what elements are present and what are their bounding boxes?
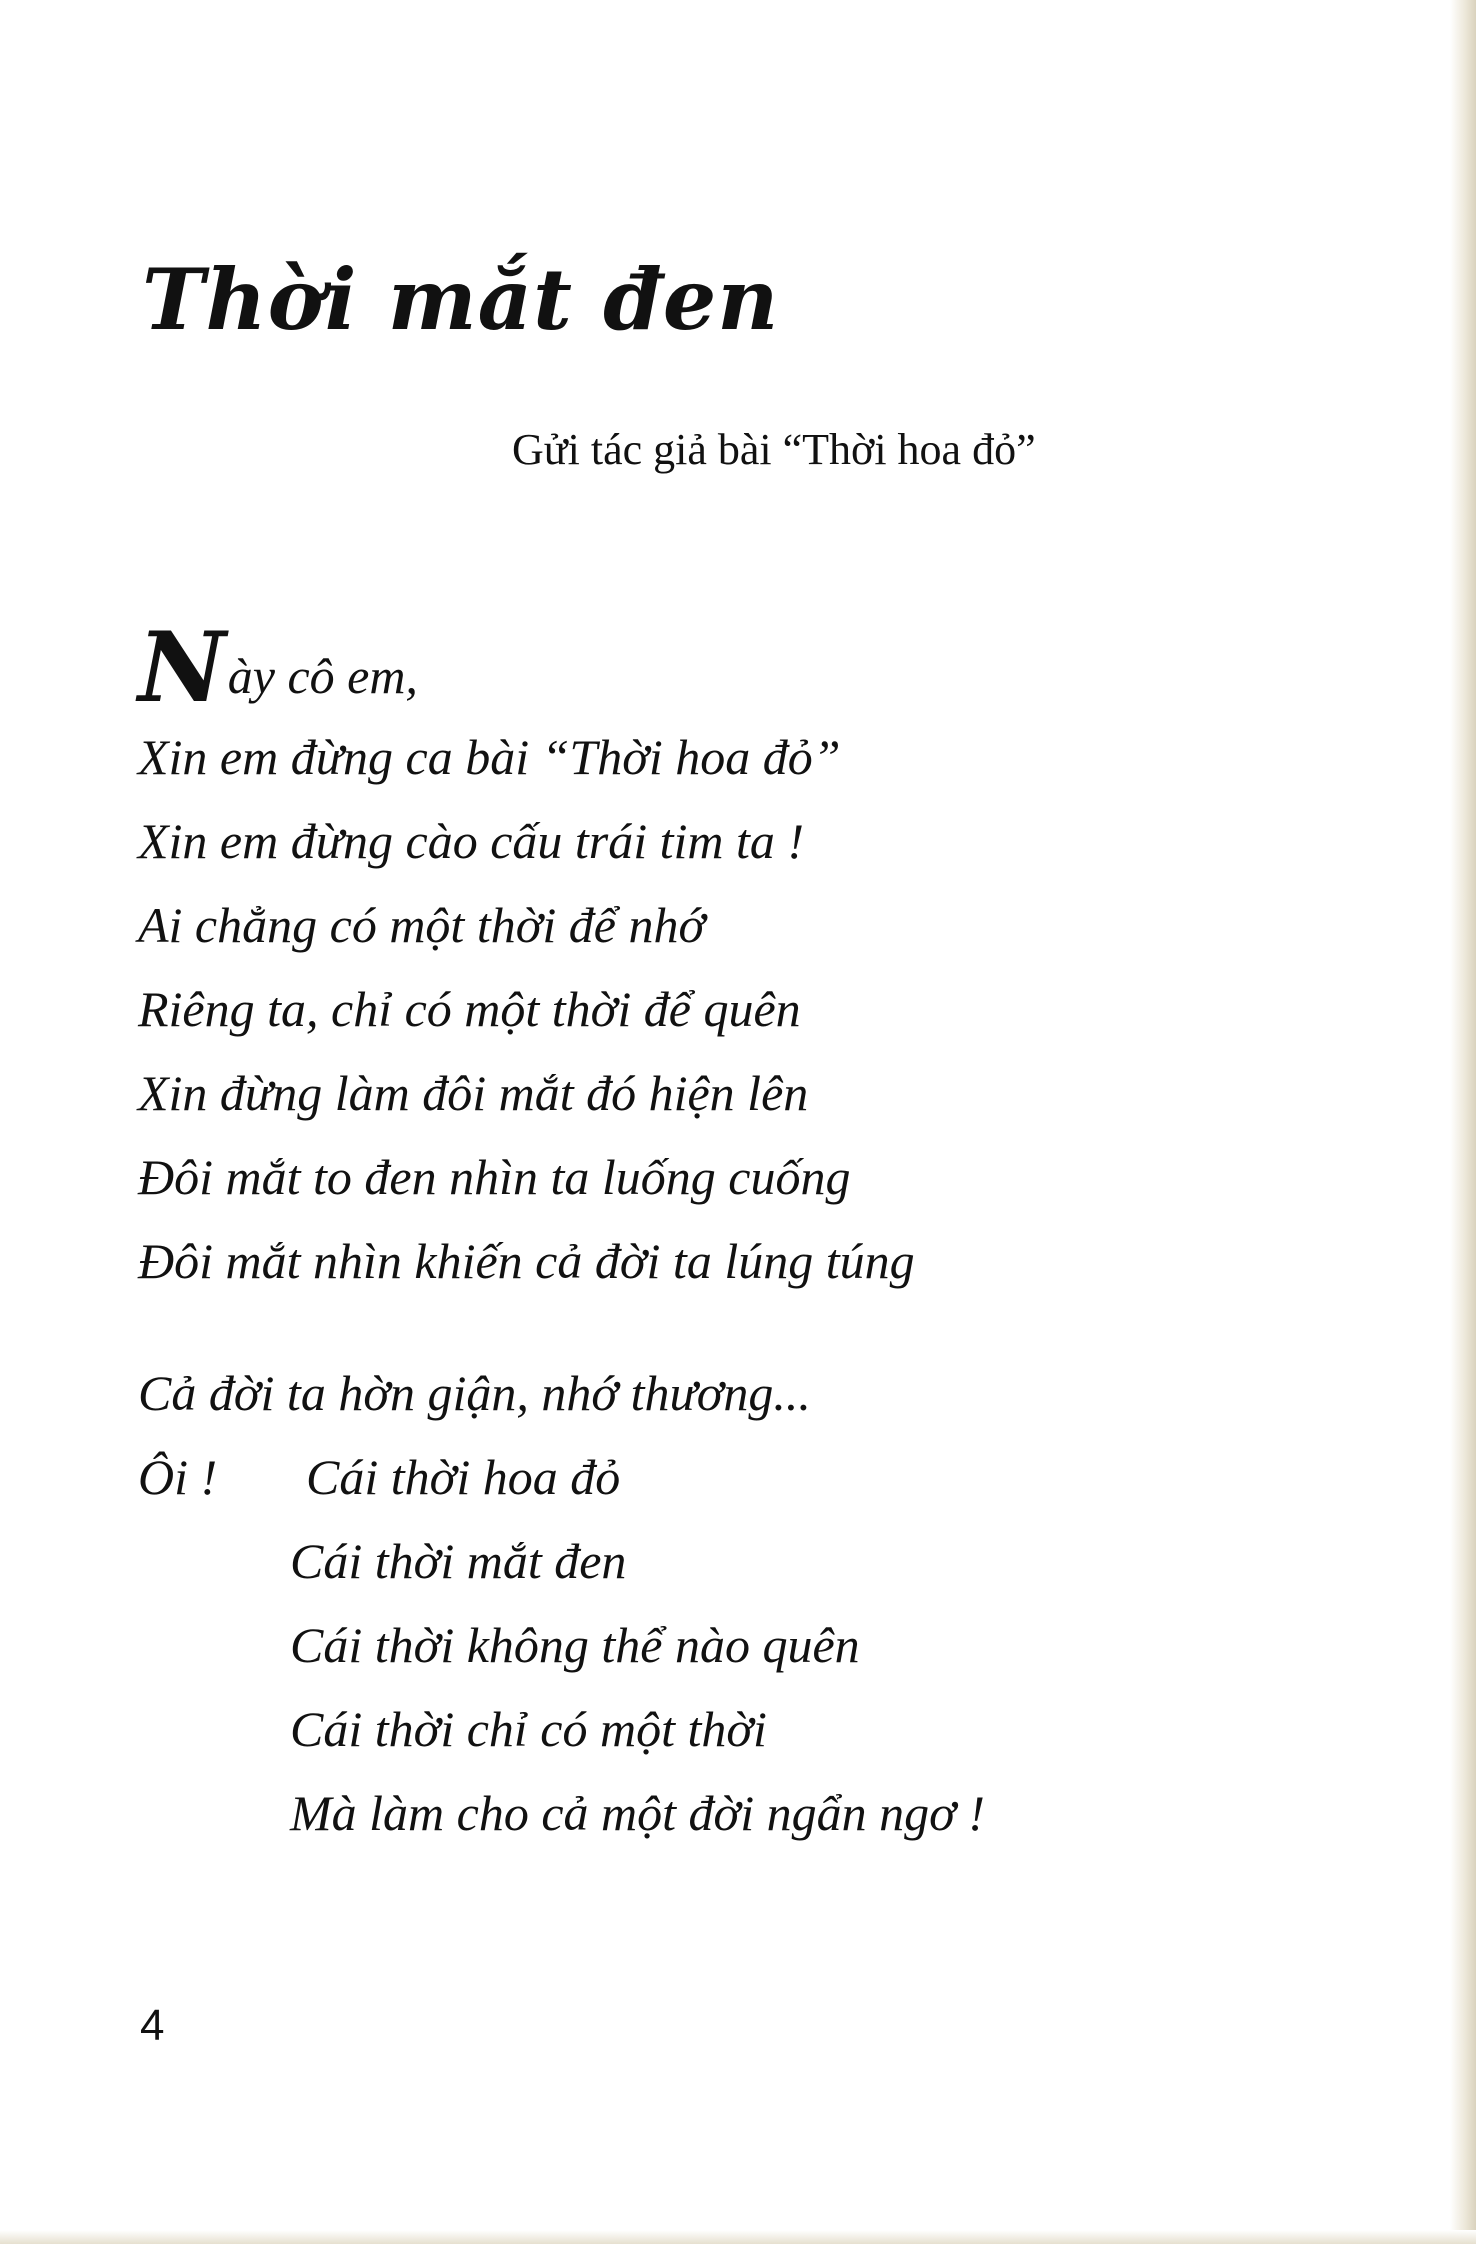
- poem-line: Cái thời chỉ có một thời: [290, 1701, 767, 1757]
- page-number: 4: [140, 2001, 165, 2050]
- dedication-line: Gửi tác giả bài “Thời hoa đỏ”: [512, 425, 1036, 474]
- page-edge-shadow: [1450, 0, 1476, 2244]
- poem-line: Cái thời không thể nào quên: [290, 1617, 860, 1673]
- poem-line: Ai chẳng có một thời để nhớ: [138, 897, 706, 953]
- poem-line: Riêng ta, chỉ có một thời để quên: [138, 981, 801, 1037]
- poem-line: Đôi mắt to đen nhìn ta luống cuống: [138, 1149, 851, 1205]
- poem-line: Mà làm cho cả một đời ngẩn ngơ !: [290, 1785, 985, 1841]
- poem-line: Xin đừng làm đôi mắt đó hiện lên: [138, 1065, 809, 1121]
- stanza1-opening-line: [138, 611, 418, 724]
- page-bottom-edge: [0, 2230, 1476, 2244]
- oi-exclamation: Ôi !: [138, 1449, 218, 1505]
- drop-cap: N: [138, 611, 226, 724]
- stanza2-first-line: Cả đời ta hờn giận, nhớ thương...: [138, 1365, 811, 1421]
- poem-line: Xin em đừng cào cấu trái tim ta !: [138, 813, 805, 869]
- poem-line: Cái thời mắt đen: [290, 1533, 627, 1589]
- stanza2-oi-line: [138, 1449, 621, 1505]
- poem-title: Thời mắt đen: [142, 250, 780, 349]
- poem-line: Xin em đừng ca bài “Thời hoa đỏ”: [138, 729, 841, 785]
- poem-line: Đôi mắt nhìn khiến cả đời ta lúng túng: [138, 1233, 915, 1289]
- oi-line-text: Cái thời hoa đỏ: [306, 1449, 621, 1505]
- opening-line-text: ày cô em,: [227, 648, 418, 704]
